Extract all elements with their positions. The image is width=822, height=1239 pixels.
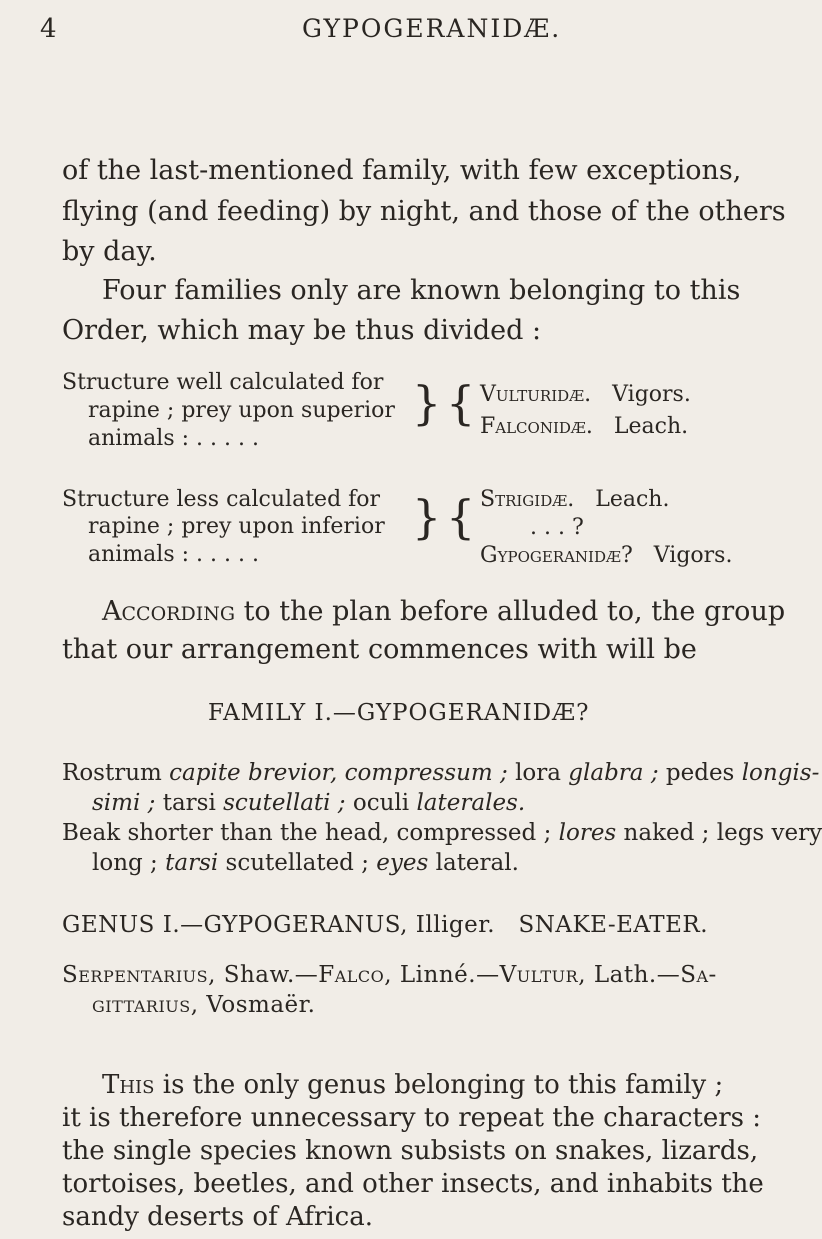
brace-right-1: } [412,376,442,430]
plan-line-1-rest: to the plan before alluded to, the group [235,596,786,627]
closing-line-1 [102,1070,723,1100]
brace-left-2: { [446,490,476,544]
intro-line-3: by day. [62,236,157,267]
group1-line-1: Structure well calculated for [62,370,384,395]
closing-line-2: it is therefore unnecessary to repeat the characters : [62,1103,762,1133]
group2-line-1: Structure less calculated for [62,487,381,512]
latin-word: simi ; [92,790,163,816]
family-strigidae [480,487,669,512]
brace-left-1: { [446,376,476,430]
english-word: lores [558,820,617,846]
genus-common-name: SNAKE-EATER. [518,912,709,938]
closing-line-4: tortoises, beetles, and other insects, and inhabits the [62,1169,764,1199]
brace-right-2: } [412,490,442,544]
intro-line-2: flying (and feeding) by night, and those of the others [62,196,786,227]
synonym-author: , Vosmaër. [190,992,316,1018]
family-name: Gypogeranidæ? [480,543,633,568]
group1-line-2: rapine ; prey upon superior [88,398,395,423]
family-heading: FAMILY I.—GYPOGERANIDÆ? [208,700,590,726]
synonym-author: , Shaw.— [208,962,319,988]
genus-main: GENUS I.—GYPOGERANUS, Illiger. [62,912,496,938]
plan-line-2: that our arrangement commences with will be [62,634,697,665]
latin-word: Rostrum [62,760,170,786]
synonymy-line-2 [92,992,315,1018]
synonymy-line-1 [62,962,717,988]
family-author: Leach. [595,487,670,512]
latin-word: laterales. [416,790,526,816]
diagnosis-latin-line-1 [62,760,819,786]
closing-line-1-rest: is the only genus belonging to this family ; [154,1070,724,1100]
synonym: gittarius [92,992,191,1018]
family-author: Leach. [613,414,689,439]
plan-line-1 [102,596,785,627]
english-word: scutellated ; [218,850,377,876]
family-author: Vigors. [612,382,691,407]
diagnosis-english-line-2 [92,850,519,876]
english-word: lateral. [428,850,519,876]
latin-word: tarsi [162,790,224,816]
family-name: Falconidæ. [480,414,593,439]
closing-lead: This [102,1070,155,1100]
latin-word: capite brevior, compressum ; [169,760,516,786]
family-name: Strigidæ. [480,487,575,512]
english-word: long ; [92,850,166,876]
family-name: Vulturidæ. [480,382,592,407]
latin-word: pedes [665,760,742,786]
genus-heading [62,912,708,938]
english-word: naked ; legs very [616,820,822,846]
latin-word: scutellati ; [223,790,353,816]
family-falconidae [480,414,688,439]
latin-word: lora [515,760,569,786]
group1-line-3: animals : . . . . . [88,426,259,451]
english-word: tarsi [165,850,219,876]
latin-word: oculi [352,790,417,816]
family-unknown: . . . ? [530,515,584,540]
synonym: Serpentarius [62,962,209,988]
closing-line-3: the single species known subsists on snakes, lizards, [62,1136,759,1166]
plan-lead: According [102,596,235,627]
intro-line-4: Four families only are known belonging to this [102,275,741,306]
family-author: Vigors. [653,543,733,568]
latin-word: longis- [741,760,820,786]
closing-line-5: sandy deserts of Africa. [62,1202,373,1232]
running-title: GYPOGERANIDÆ. [302,14,562,43]
intro-line-1: of the last-mentioned family, with few exceptions, [62,155,742,186]
group2-line-2: rapine ; prey upon inferior [88,514,385,539]
intro-line-5: Order, which may be thus divided : [62,315,542,346]
page-number: 4 [40,14,57,44]
synonym: Sa- [680,962,717,988]
english-word: Beak shorter than the head, compressed ; [62,820,559,846]
family-gypogeranidae [480,543,732,568]
synonym: Vultur [499,962,579,988]
diagnosis-latin-line-2 [92,790,525,816]
english-word: eyes [376,850,429,876]
synonym-author: , Linné.— [384,962,500,988]
synonym: Falco [318,962,385,988]
group2-line-3: animals : . . . . . [88,542,259,567]
family-vulturidae [480,382,691,407]
synonym-author: , Lath.— [578,962,681,988]
latin-word: glabra ; [568,760,666,786]
diagnosis-english-line-1 [62,820,822,846]
